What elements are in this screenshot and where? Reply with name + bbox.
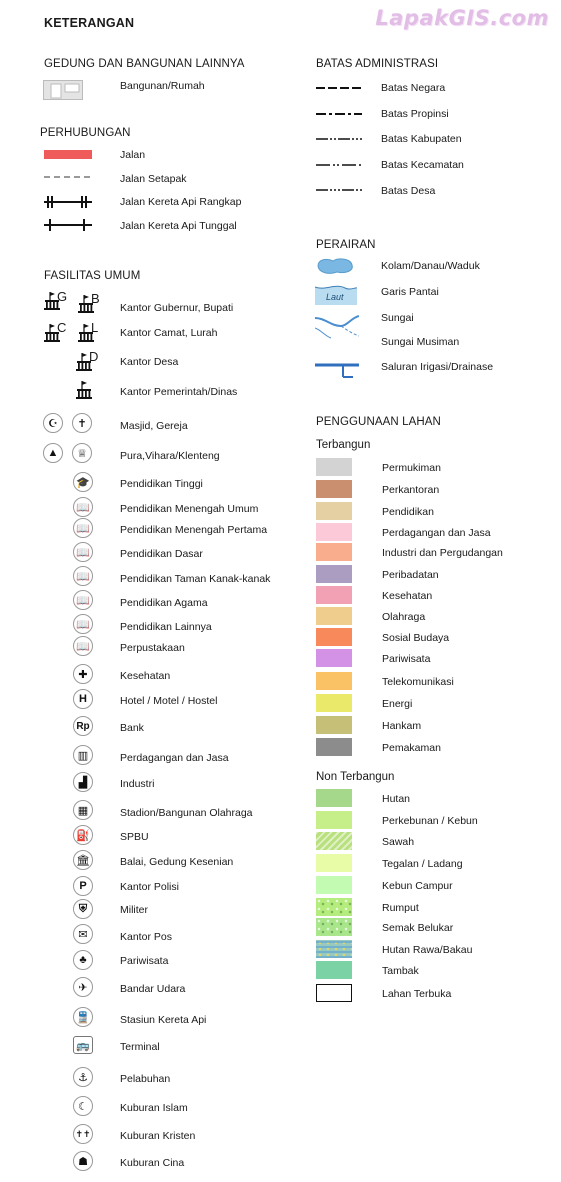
landuse-label: Pariwisata bbox=[382, 653, 431, 665]
section-title-perairan: PERAIRAN bbox=[316, 239, 376, 251]
bus-icon: 🚌 bbox=[73, 1036, 93, 1054]
perairan-label-0: Kolam/Danau/Waduk bbox=[381, 260, 480, 272]
landuse-swatch bbox=[316, 586, 352, 604]
book-icon: 📖 bbox=[73, 590, 93, 610]
perairan-label-4: Saluran Irigasi/Drainase bbox=[381, 361, 494, 373]
train-icon: 🚆 bbox=[73, 1007, 93, 1027]
double-railway-symbol bbox=[44, 195, 92, 209]
lake-icon bbox=[315, 256, 355, 276]
landuse-label: Energi bbox=[382, 698, 413, 710]
landuse-label: Hutan bbox=[382, 793, 411, 805]
landuse-swatch bbox=[316, 898, 352, 916]
fasilitas-label-4: Masjid, Gereja bbox=[120, 420, 188, 432]
fasilitas-label-3: Kantor Pemerintah/Dinas bbox=[120, 386, 238, 398]
book-icon: 📖 bbox=[73, 566, 93, 586]
landuse-swatch bbox=[316, 694, 352, 712]
landuse-label: Tegalan / Ladang bbox=[382, 858, 463, 870]
fasilitas-label-13: Perpustakaan bbox=[120, 642, 185, 654]
graduation-cap-icon: 🎓 bbox=[73, 472, 93, 492]
landuse-label: Rumput bbox=[382, 902, 419, 914]
landuse-label: Pemakaman bbox=[382, 742, 441, 754]
batas-label-4: Batas Desa bbox=[381, 185, 436, 197]
perairan-label-3: Sungai Musiman bbox=[381, 336, 460, 348]
pagoda-icon: ♕ bbox=[72, 443, 92, 463]
section-title-batas: BATAS ADMINISTRASI bbox=[316, 58, 439, 70]
landuse-swatch bbox=[316, 811, 352, 829]
airplane-icon: ✈ bbox=[73, 977, 93, 997]
gedung-label-0: Bangunan/Rumah bbox=[120, 80, 205, 92]
landuse-label: Pendidikan bbox=[382, 506, 434, 518]
fasilitas-label-30: Kuburan Islam bbox=[120, 1102, 188, 1114]
single-railway-symbol bbox=[44, 218, 92, 232]
military-shield-icon: ⛨ bbox=[73, 899, 93, 919]
hotel-icon: H bbox=[73, 689, 93, 709]
landuse-swatch bbox=[316, 832, 352, 850]
church-icon: ✝ bbox=[72, 413, 92, 433]
perhubungan-label-0: Jalan bbox=[120, 149, 146, 161]
fasilitas-label-27: Stasiun Kereta Api bbox=[120, 1014, 207, 1026]
landuse-swatch bbox=[316, 716, 352, 734]
landuse-swatch bbox=[316, 565, 352, 583]
book-icon: 📖 bbox=[73, 636, 93, 656]
road-symbol bbox=[44, 150, 92, 159]
hall-icon: 🏛 bbox=[73, 850, 93, 870]
landuse-swatch bbox=[316, 789, 352, 807]
landuse-swatch bbox=[316, 523, 352, 541]
perhubungan-label-1: Jalan Setapak bbox=[120, 173, 187, 185]
landuse-swatch bbox=[316, 918, 352, 936]
gov-office-icon bbox=[76, 380, 94, 400]
book-icon: 📖 bbox=[73, 542, 93, 562]
fasilitas-label-15: Hotel / Motel / Hostel bbox=[120, 695, 218, 707]
batas-label-1: Batas Propinsi bbox=[381, 108, 449, 120]
police-icon: P bbox=[73, 876, 93, 896]
book-icon: 📖 bbox=[73, 497, 93, 517]
anchor-icon: ⚓ bbox=[73, 1067, 93, 1087]
landuse-swatch bbox=[316, 961, 352, 979]
envelope-icon: ✉ bbox=[73, 924, 93, 944]
gov-letter: G bbox=[57, 289, 68, 304]
batas-label-0: Batas Negara bbox=[381, 82, 446, 94]
fasilitas-label-24: Kantor Pos bbox=[120, 931, 172, 943]
fasilitas-label-20: SPBU bbox=[120, 831, 149, 843]
gov-letter: B bbox=[91, 291, 100, 306]
landuse-swatch bbox=[316, 480, 352, 498]
gov-letter: C bbox=[57, 320, 67, 335]
landuse-label: Kebun Campur bbox=[382, 880, 453, 892]
fasilitas-label-10: Pendidikan Taman Kanak-kanak bbox=[120, 573, 271, 585]
mosque-icon: ☪ bbox=[43, 413, 63, 433]
landuse-swatch bbox=[316, 940, 352, 958]
watermark-logo: LapakGIS.com bbox=[375, 6, 549, 30]
landuse-label: Semak Belukar bbox=[382, 922, 454, 934]
perhubungan-label-3: Jalan Kereta Api Tunggal bbox=[120, 220, 237, 232]
trade-icon: ▥ bbox=[73, 745, 93, 765]
section-title-perhubungan: PERHUBUNGAN bbox=[40, 127, 131, 139]
coastline-label: Laut bbox=[326, 292, 344, 302]
section-title-fasilitas: FASILITAS UMUM bbox=[44, 270, 141, 282]
river-icon bbox=[315, 312, 359, 340]
building-symbol bbox=[43, 80, 83, 100]
health-cross-icon: ✚ bbox=[73, 664, 93, 684]
landuse-swatch bbox=[316, 649, 352, 667]
landuse-label: Perkantoran bbox=[382, 484, 440, 496]
landuse-label: Perkebunan / Kebun bbox=[382, 815, 478, 827]
fasilitas-label-21: Balai, Gedung Kesenian bbox=[120, 856, 234, 868]
landuse-label: Peribadatan bbox=[382, 569, 439, 581]
fasilitas-label-19: Stadion/Bangunan Olahraga bbox=[120, 807, 253, 819]
section-title-gedung: GEDUNG DAN BANGUNAN LAINNYA bbox=[44, 58, 245, 70]
landuse-label: Industri dan Pergudangan bbox=[382, 547, 503, 559]
landuse-swatch bbox=[316, 502, 352, 520]
fasilitas-label-2: Kantor Desa bbox=[120, 356, 179, 368]
landuse-label: Tambak bbox=[382, 965, 419, 977]
perairan-label-1: Garis Pantai bbox=[381, 286, 439, 298]
fasilitas-label-26: Bandar Udara bbox=[120, 983, 186, 995]
fasilitas-label-14: Kesehatan bbox=[120, 670, 171, 682]
subsection-terbangun: Terbangun bbox=[316, 439, 371, 451]
fasilitas-label-7: Pendidikan Menengah Umum bbox=[120, 503, 259, 515]
landuse-label: Lahan Terbuka bbox=[382, 988, 452, 1000]
landuse-swatch bbox=[316, 672, 352, 690]
fasilitas-label-32: Kuburan Cina bbox=[120, 1157, 185, 1169]
fasilitas-label-8: Pendidikan Menengah Pertama bbox=[120, 524, 268, 536]
fasilitas-label-9: Pendidikan Dasar bbox=[120, 548, 203, 560]
stadium-icon: ▦ bbox=[73, 800, 93, 820]
chinese-cemetery-icon: ☗ bbox=[73, 1151, 93, 1171]
landuse-swatch bbox=[316, 876, 352, 894]
fasilitas-label-22: Kantor Polisi bbox=[120, 881, 179, 893]
landuse-label: Sawah bbox=[382, 836, 415, 848]
book-icon: 📖 bbox=[73, 614, 93, 634]
fasilitas-label-28: Terminal bbox=[120, 1041, 160, 1053]
fasilitas-label-23: Militer bbox=[120, 904, 148, 916]
gov-letter: D bbox=[89, 349, 99, 364]
landuse-swatch bbox=[316, 984, 352, 1002]
irrigation-channel-icon bbox=[315, 361, 359, 383]
fasilitas-label-6: Pendidikan Tinggi bbox=[120, 478, 203, 490]
fasilitas-label-31: Kuburan Kristen bbox=[120, 1130, 196, 1142]
village-boundary-symbol bbox=[316, 187, 362, 193]
regency-boundary-symbol bbox=[316, 136, 362, 142]
pine-tree-icon: ♣ bbox=[73, 950, 93, 970]
fasilitas-label-17: Perdagangan dan Jasa bbox=[120, 752, 229, 764]
landuse-swatch bbox=[316, 607, 352, 625]
book-icon: 📖 bbox=[73, 518, 93, 538]
landuse-swatch bbox=[316, 738, 352, 756]
landuse-swatch bbox=[316, 628, 352, 646]
national-boundary-symbol bbox=[316, 85, 362, 91]
landuse-label: Hutan Rawa/Bakau bbox=[382, 944, 473, 956]
fasilitas-label-1: Kantor Camat, Lurah bbox=[120, 327, 218, 339]
islamic-cemetery-icon: ☾ bbox=[73, 1096, 93, 1116]
gov-letter: L bbox=[91, 320, 99, 335]
legend-title: KETERANGAN bbox=[44, 16, 135, 30]
batas-label-2: Batas Kabupaten bbox=[381, 133, 462, 145]
temple-icon: ▲ bbox=[43, 443, 63, 463]
perhubungan-label-2: Jalan Kereta Api Rangkap bbox=[120, 196, 242, 208]
landuse-swatch bbox=[316, 458, 352, 476]
fasilitas-label-25: Pariwisata bbox=[120, 955, 169, 967]
fasilitas-label-12: Pendidikan Lainnya bbox=[120, 621, 212, 633]
fasilitas-label-5: Pura,Vihara/Klenteng bbox=[120, 450, 220, 462]
landuse-label: Kesehatan bbox=[382, 590, 433, 602]
fuel-pump-icon: ⛽ bbox=[73, 825, 93, 845]
fasilitas-label-29: Pelabuhan bbox=[120, 1073, 171, 1085]
province-boundary-symbol bbox=[316, 111, 362, 117]
fasilitas-label-18: Industri bbox=[120, 778, 155, 790]
subsection-non-terbangun: Non Terbangun bbox=[316, 771, 395, 783]
landuse-label: Hankam bbox=[382, 720, 422, 732]
landuse-label: Telekomunikasi bbox=[382, 676, 454, 688]
section-title-lahan: PENGGUNAAN LAHAN bbox=[316, 416, 441, 428]
landuse-label: Permukiman bbox=[382, 462, 441, 474]
perairan-label-2: Sungai bbox=[381, 312, 414, 324]
landuse-swatch bbox=[316, 543, 352, 561]
footpath-symbol bbox=[44, 173, 92, 181]
landuse-label: Sosial Budaya bbox=[382, 632, 450, 644]
landuse-swatch bbox=[316, 854, 352, 872]
christian-cemetery-icon: ✝✝ bbox=[73, 1124, 93, 1144]
fasilitas-label-0: Kantor Gubernur, Bupati bbox=[120, 302, 234, 314]
fasilitas-label-11: Pendidikan Agama bbox=[120, 597, 208, 609]
landuse-label: Olahraga bbox=[382, 611, 426, 623]
bank-icon: Rp bbox=[73, 716, 93, 736]
fasilitas-label-16: Bank bbox=[120, 722, 144, 734]
landuse-label: Perdagangan dan Jasa bbox=[382, 527, 491, 539]
factory-icon: ▟ bbox=[73, 772, 93, 792]
district-boundary-symbol bbox=[316, 162, 362, 168]
batas-label-3: Batas Kecamatan bbox=[381, 159, 464, 171]
